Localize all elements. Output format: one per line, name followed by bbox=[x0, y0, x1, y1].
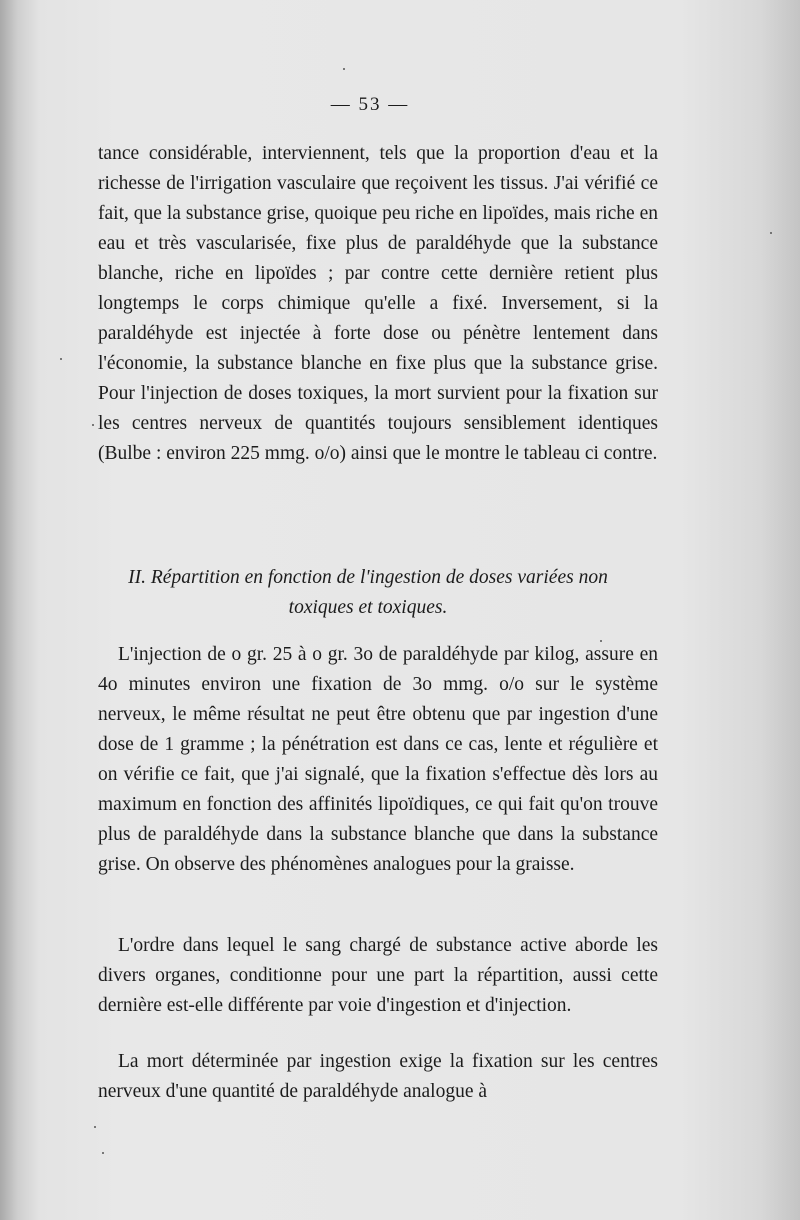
paragraph-3: L'ordre dans lequel le sang chargé de substance active aborde les divers organes, conditionne pour une part la répartition, aussi cette dernière est-elle différente par voie d'ingestion et d'injection. bbox=[98, 935, 658, 1016]
paragraph-2: L'injection de o gr. 25 à o gr. 3o de paraldéhyde par kilog, assure en 4o minutes environ une fixation de 3o mmg. o/o sur le système nerveux, le même résultat ne peut être obtenu que par ingestion d'une dose de 1 gramme ; la pénétration est dans ce cas, lente et régulière et on vérifie ce fait, que j'ai signalé, que la fixation s'effectue dès lors au maximum en fonction des affinités lipoïdiques, ce qui fait qu'on trouve plus de paraldéhyde dans la substance blanche que dans la substance grise. On observe des phénomènes analogues pour la graisse. bbox=[98, 644, 658, 875]
paragraph-4: La mort déterminée par ingestion exige la fixation sur les centres nerveux d'une quantité de paraldéhyde analogue à bbox=[98, 1051, 658, 1102]
paper-speck bbox=[60, 358, 62, 360]
paper-speck bbox=[92, 424, 94, 426]
paper-speck bbox=[600, 640, 602, 642]
paper-speck bbox=[94, 1126, 96, 1128]
paper-speck bbox=[770, 232, 772, 234]
paper-speck bbox=[343, 68, 345, 70]
paper-speck bbox=[102, 1152, 104, 1154]
page-number: — 53 — bbox=[330, 94, 410, 115]
paragraph-1: tance considérable, interviennent, tels que la proportion d'eau et la richesse de l'irrigation vasculaire que reçoivent les tissus. J'ai vérifié ce fait, que la substance grise, quoique peu riche en lipoïdes, mais riche en eau et très vascularisée, fixe plus de paraldéhyde que la substance blanche, riche en lipoïdes ; par contre cette dernière retient plus longtemps le corps chimique qu'elle a fixé. Inversement, si la paraldéhyde est injectée à forte dose ou pénètre lentement dans l'économie, la substance blanche en fixe plus que la substance grise. Pour l'injection de doses toxiques, la mort survient pour la fixation sur les centres nerveux de quantités toujours sensiblement identiques (Bulbe : environ 225 mmg. o/o) ainsi que le montre le tableau ci contre. bbox=[98, 143, 658, 464]
section-title: II. Répartition en fonction de l'ingestion de doses variées non toxiques et toxiques. bbox=[128, 567, 608, 618]
